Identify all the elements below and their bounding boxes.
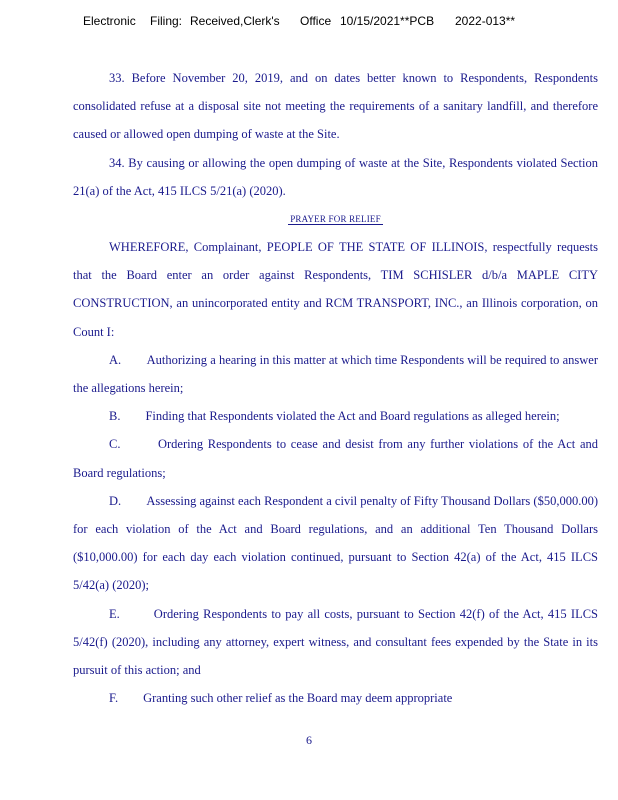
wherefore-paragraph: WHEREFORE, Complainant, PEOPLE OF THE STATE OF ILLINOIS, respectfully requests that the Board enter an order against Respondents, TIM SCHISLER d/b/a MAPLE CITY CONSTRUCTION, an unincorporated entity and RCM TRANSPORT, INC., an Illinois corporation, on Count I:: [73, 240, 598, 339]
paragraph-34: 34. By causing or allowing the open dumping of waste at the Site, Respondents violated Section 21(a) of the Act, 415 ILCS 5/21(a) (2020).: [73, 155, 598, 198]
relief-item-c: [73, 430, 598, 486]
relief-item-f: [73, 684, 598, 712]
header-office: Office: [300, 14, 332, 28]
relief-item-label: D.: [109, 493, 122, 508]
header-date: 10/15/2021**PCB: [340, 14, 435, 28]
paragraph-33: 33. Before November 20, 2019, and on dates better known to Respondents, Respondents consolidated refuse at a disposal site not meeting the requirements of a sanitary landfill, and therefore caused or allowed open dumping of waste at the Site.: [73, 71, 598, 142]
relief-item-text: Ordering Respondents to pay all costs, pursuant to Section 42(f) of the Act, 415 ILCS 5/42(f) (2020), including any attorney, expert witness, and consultant fees expended by the State in its pursuit of this action; and: [73, 606, 599, 678]
relief-item-b: [73, 402, 598, 430]
relief-item-a: [73, 346, 598, 402]
relief-item-label: F.: [109, 691, 119, 706]
header-filing: Filing:: [150, 14, 183, 28]
header-case: 2022-013**: [455, 14, 516, 28]
relief-item-text: Authorizing a hearing in this matter at which time Respondents will be required to answer the allegations herein;: [73, 352, 599, 396]
relief-item-label: A.: [109, 352, 122, 367]
header-received: Received,Clerk's: [190, 14, 280, 28]
relief-item-text: Ordering Respondents to cease and desist from any further violations of the Act and Board regulations;: [73, 437, 599, 480]
relief-item-label: E.: [109, 606, 120, 621]
page-number: 6: [306, 733, 312, 747]
relief-item-text: Finding that Respondents violated the Act and Board regulations as alleged herein;: [145, 409, 560, 424]
relief-item-text: Assessing against each Respondent a civil penalty of Fifty Thousand Dollars ($50,000.00) for each violation of the Act and Board regulations, and an additional Ten Thousand Dollars ($10,000.00) for each day each violation continued, pursuant to Section 42(a) of the Act, 415 ILCS 5/42(a) (2020);: [73, 493, 598, 593]
header-electronic: Electronic: [83, 14, 136, 28]
relief-item-label: C.: [109, 437, 121, 452]
filing-header: [0, 14, 618, 34]
relief-item-label: B.: [109, 409, 121, 424]
section-title: [73, 205, 598, 233]
document-body: [73, 64, 598, 712]
relief-item-d: [73, 487, 598, 600]
relief-item-e: [73, 600, 598, 685]
relief-item-text: Granting such other relief as the Board may deem appropriate: [143, 691, 453, 706]
prayer-for-relief-title: PRAYER FOR RELIEF: [290, 214, 381, 225]
